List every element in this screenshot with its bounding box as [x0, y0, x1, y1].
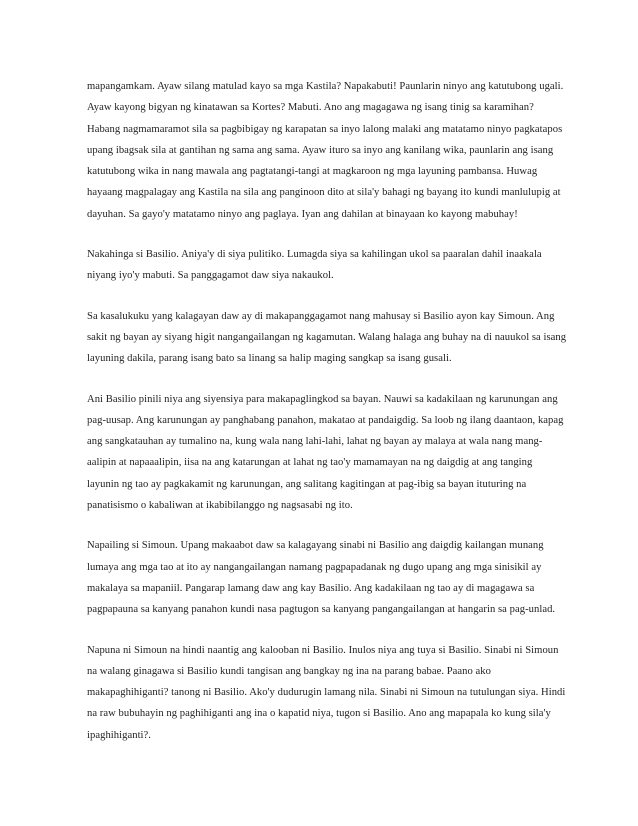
- paragraph: Napuna ni Simoun na hindi naantig ang kalooban ni Basilio. Inulos niya ang tuya si Basilio. Sinabi ni Simoun na walang ginagawa si Basilio kundi tangisan ang bangkay ng ina na parang babae. Paano ako makapaghihiganti? tanong ni Basilio. Ako'y dudurugin lamang nila. Sinabi ni Simoun na tutulungan siya. Hindi na raw bubuhayin ng paghihiganti ang ina o kapatid niya, tugon si Basilio. Ano ang mapapala ko kung sila'y ipaghihiganti?.: [87, 644, 566, 741]
- paragraph: Sa kasalukuku yang kalagayan daw ay di makapanggagamot nang mahusay si Basilio ayon kay Simoun. Ang sakit ng bayan ay siyang higit nangangailangan ng kagamutan. Walang halaga ang buhay na di nauukol sa isang layuning dakila, parang isang bato sa linang sa halip maging sangkap sa isang gusali.: [87, 310, 567, 365]
- paragraph: mapangamkam. Ayaw silang matulad kayo sa mga Kastila? Napakabuti! Paunlarin ninyo ang katutubong ugali. Ayaw kayong bigyan ng kinatawan sa Kortes? Mabuti. Ano ang magagawa ng isang tinig sa karamihan? Habang nagmamaramot sila sa pagbibigay ng karapatan sa inyo lalong malaki ang matatamo ninyo pagkatapos upang ibagsak sila at gantihan ng sama ang sama. Ayaw ituro sa inyo ang kanilang wika, paunlarin ang isang katutubong wika in nang mawala ang pagtatangi-tangi at magkaroon ng mga layuning pambansa. Huwag hayaang magpalagay ang Kastila na sila ang panginoon dito at sila'y bahagi ng bayang ito kundi manlulupig at dayuhan. Sa gayo'y matatamo ninyo ang paglaya. Iyan ang dahilan at binayaan ko kayong mabuhay!: [87, 81, 564, 220]
- document-page: [87, 76, 567, 765]
- paragraph: Napailing si Simoun. Upang makaabot daw sa kalagayang sinabi ni Basilio ang daigdig kailangan munang lumaya ang mga tao at ito ay nangangailangan namang pagpapadanak ng dugo upang ang mga sinisikil ay makalaya sa mapaniil. Pangarap lamang daw ang kay Basilio. Ang kadakilaan ng tao ay di magagawa sa pagpapauna sa kanyang panahon kundi nasa pagtugon sa kanyang pangangailangan at hangarin sa pag-unlad.: [87, 540, 556, 616]
- paragraph: Ani Basilio pinili niya ang siyensiya para makapaglingkod sa bayan. Nauwi sa kadakilaan ng karunungan ang pag-uusap. Ang karunungan ay panghabang panahon, makatao at pandaigdig. Sa loob ng ilang daantaon, kapag ang sangkatauhan ay tumalino na, kung wala nang lahi-lahi, lahat ng bayan ay malaya at wala nang mang-aalipin at napaaalipin, iisa na ang katarungan at lahat ng tao'y mamamayan na ng daigdig at ang tanging layunin ng tao ay pagkakamit ng karunungan, ang salitang kagitingan at pag-ibig sa bayan ituturing na panatisismo o kabaliwan at ikabibilanggo ng nagsasabi ng ito.: [87, 393, 564, 512]
- paragraph: Nakahinga si Basilio. Aniya'y di siya pulitiko. Lumagda siya sa kahilingan ukol sa paaralan dahil inaakala niyang iyo'y mabuti. Sa panggagamot daw siya nakaukol.: [87, 249, 542, 282]
